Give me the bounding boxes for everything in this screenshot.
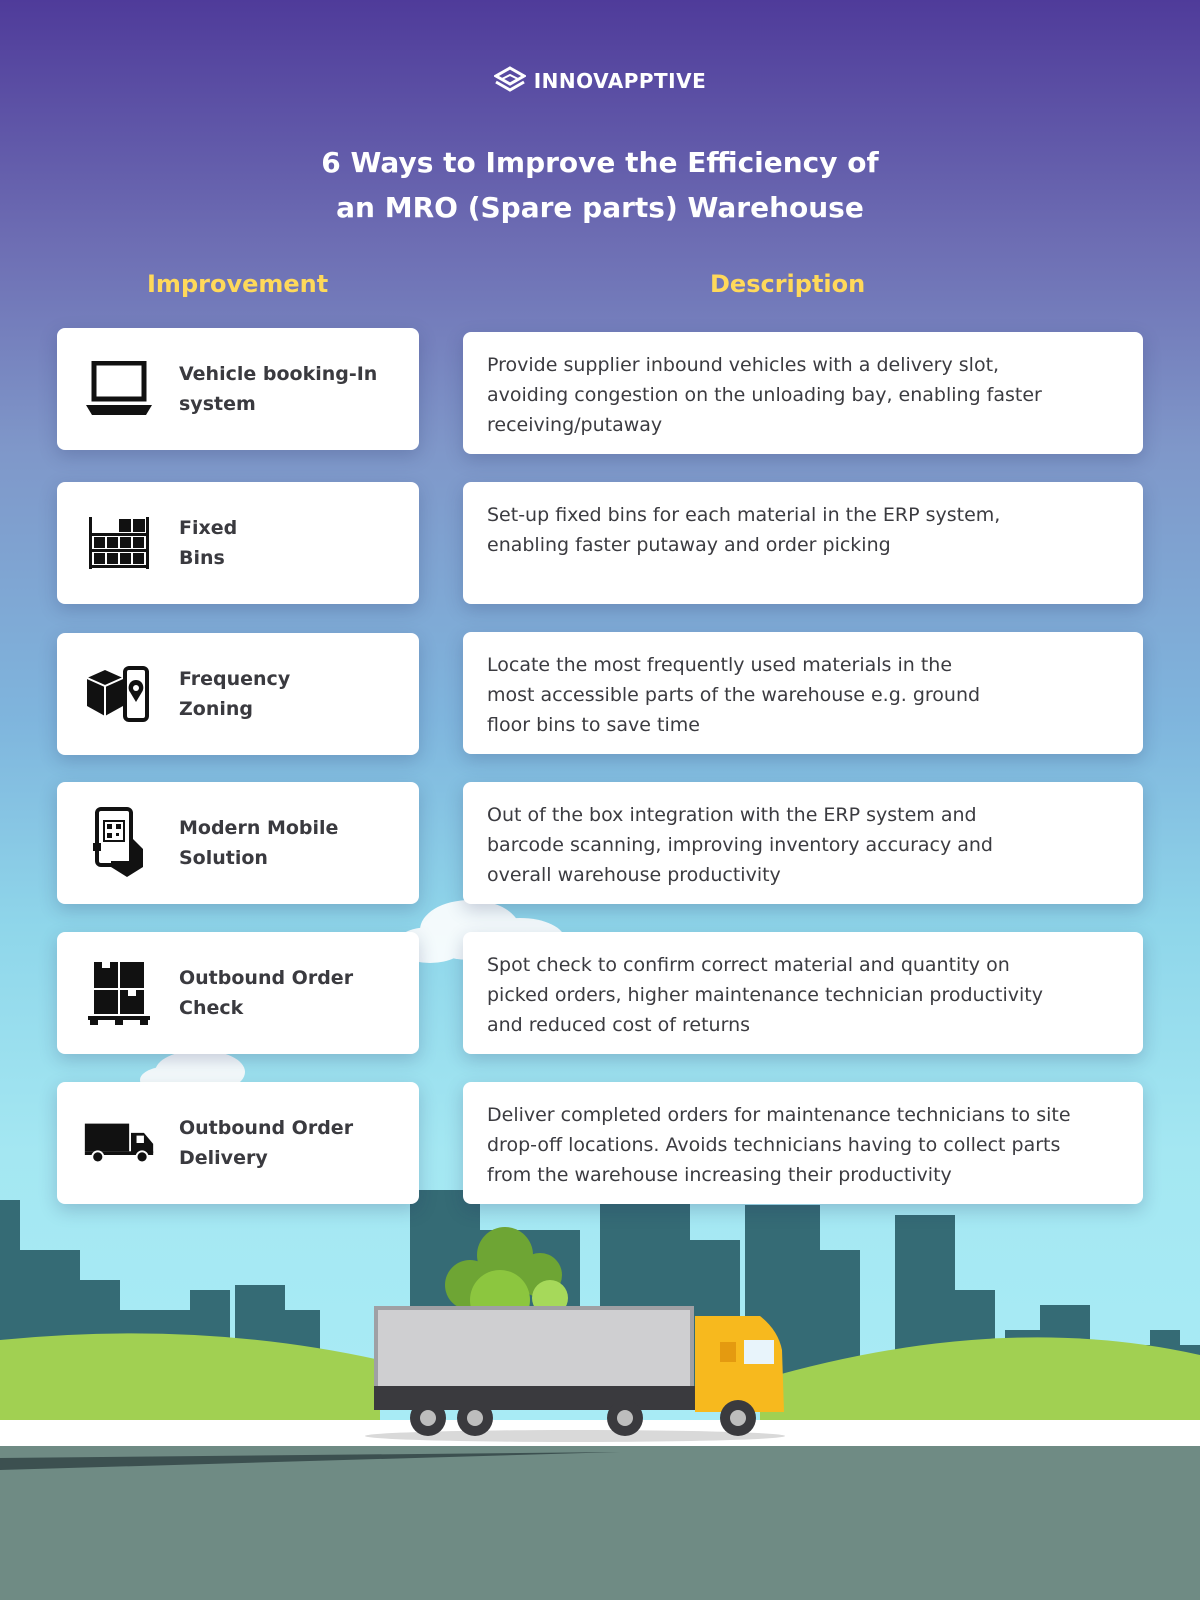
improvement-card-vehicle-booking: [57, 328, 419, 450]
improvement-card-frequency-zoning: [57, 633, 419, 755]
mobile-qr-scan-icon: [83, 807, 155, 879]
description-card-outbound-check: [463, 932, 1143, 1054]
column-header-description: Description: [710, 270, 866, 298]
description-text: Out of the box integration with the ERP system and barcode scanning, improving inventory accuracy and overall warehouse productivity: [487, 804, 993, 886]
description-card-outbound-delivery: [463, 1082, 1143, 1204]
description-card-mobile-solution: [463, 782, 1143, 904]
shelving-bins-icon: [83, 507, 155, 579]
improvement-label: Fixed Bins: [179, 517, 238, 569]
description-text: Spot check to confirm correct material and quantity on picked orders, higher maintenance technician productivity and reduced cost of returns: [487, 954, 1043, 1036]
brand-name: INNOVAPPTIVE: [533, 69, 707, 93]
innovapptive-logo-icon: [494, 66, 526, 96]
title-line-2: an MRO (Spare parts) Warehouse: [336, 191, 864, 224]
improvement-label: Vehicle booking-In system: [179, 363, 378, 415]
improvement-label: Modern Mobile Solution: [179, 817, 339, 869]
improvement-card-mobile-solution: [57, 782, 419, 904]
description-text: Locate the most frequently used materials in the most accessible parts of the warehouse e.g. ground floor bins to save time: [487, 654, 981, 736]
description-card-vehicle-booking: [463, 332, 1143, 454]
description-text: Provide supplier inbound vehicles with a delivery slot, avoiding congestion on the unloading bay, enabling faster receiving/putaway: [487, 354, 1042, 436]
box-location-phone-icon: [83, 658, 155, 730]
description-text: Deliver completed orders for maintenance technicians to site drop-off locations. Avoids technicians having to collect parts from the warehouse increasing their productivity: [487, 1104, 1071, 1186]
description-card-fixed-bins: [463, 482, 1143, 604]
description-card-frequency-zoning: [463, 632, 1143, 754]
page-title: [0, 140, 1200, 230]
column-header-improvement: Improvement: [147, 270, 329, 298]
description-text: Set-up fixed bins for each material in the ERP system, enabling faster putaway and order picking: [487, 504, 1001, 556]
delivery-truck-icon: [83, 1107, 155, 1179]
improvement-card-fixed-bins: [57, 482, 419, 604]
improvement-card-outbound-delivery: [57, 1082, 419, 1204]
brand-logo: [0, 66, 1200, 96]
title-line-1: 6 Ways to Improve the Efficiency of: [321, 146, 879, 179]
improvement-label: Frequency Zoning: [179, 668, 291, 720]
improvement-label: Outbound Order Delivery: [179, 1117, 354, 1169]
improvement-card-outbound-check: [57, 932, 419, 1054]
laptop-icon: [83, 353, 155, 425]
improvement-label: Outbound Order Check: [179, 967, 354, 1019]
pallet-boxes-icon: [83, 957, 155, 1029]
